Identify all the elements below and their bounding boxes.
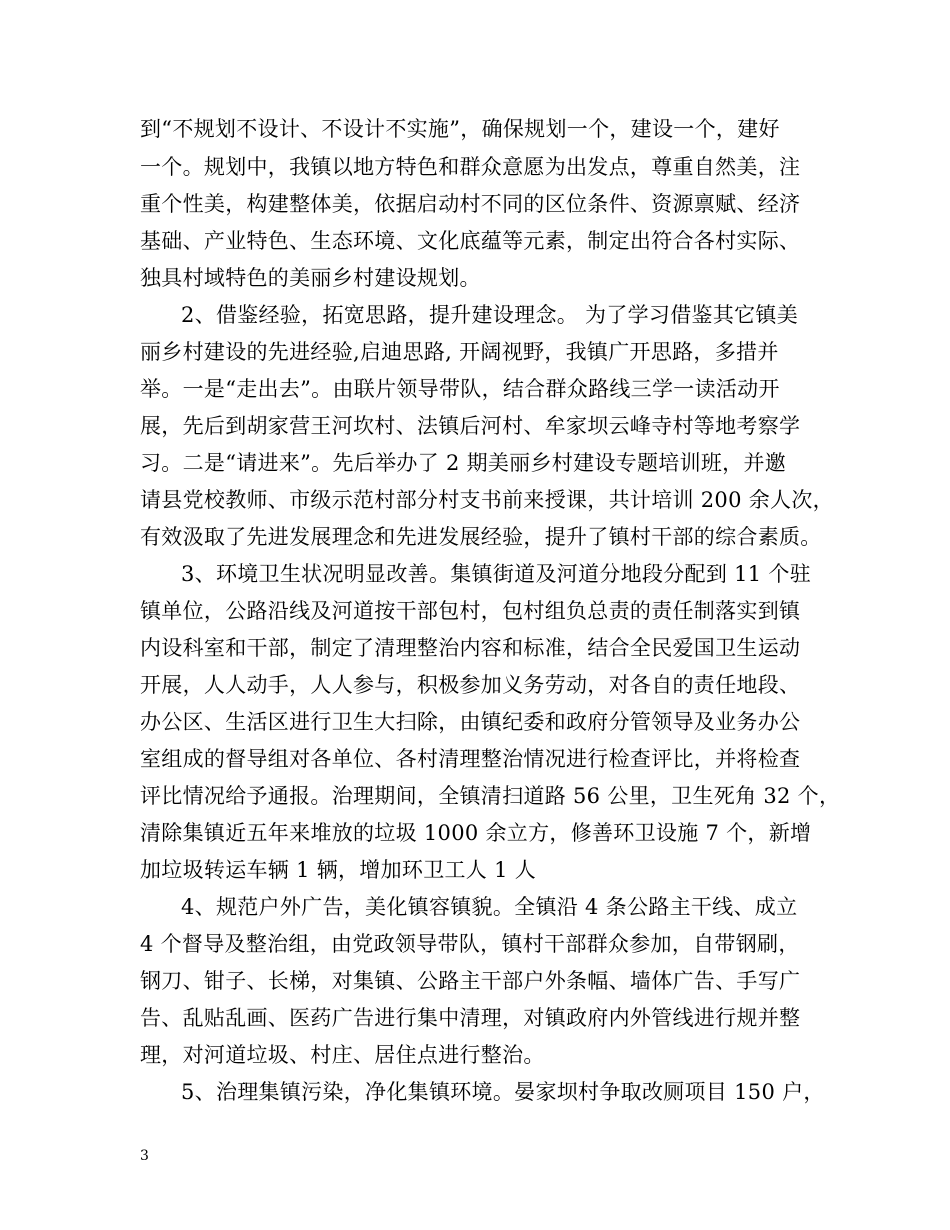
text-line: 独具村域特色的美丽乡村建设规划。 bbox=[140, 266, 481, 290]
text-line: 习。二是“请进来”。先后举办了 2 期美丽乡村建设专题培训班，并邀 bbox=[140, 451, 787, 475]
paragraph-first-line: 3、环境卫生状况明显改善。集镇街道及河道分地段分配到 11 个驻 bbox=[181, 562, 812, 586]
page-number: 3 bbox=[140, 1148, 149, 1164]
text-line: 镇单位，公路沿线及河道按干部包村，包村组负总责的责任制落实到镇 bbox=[140, 599, 801, 623]
text-line: 理，对河道垃圾、村庄、居住点进行整治。 bbox=[140, 1043, 545, 1067]
text-line: 开展，人人动手，人人参与，积极参加义务劳动，对各自的责任地段、 bbox=[140, 673, 801, 697]
text-line: 丽乡村建设的先进经验,启迪思路, 开阔视野，我镇广开思路，多措并 bbox=[140, 340, 779, 364]
text-line: 告、乱贴乱画、医药广告进行集中清理，对镇政府内外管线进行规并整 bbox=[140, 1006, 801, 1030]
text-line: 清除集镇近五年来堆放的垃圾 1000 余立方，修善环卫设施 7 个，新增 bbox=[140, 821, 812, 845]
text-line: 举。一是“走出去”。由联片领导带队，结合群众路线三学一读活动开 bbox=[140, 377, 780, 401]
text-line: 到“不规划不设计、不设计不实施”，确保规划一个，建设一个，建好 bbox=[140, 117, 780, 141]
text-line: 展，先后到胡家营王河坎村、法镇后河村、牟家坝云峰寺村等地考察学 bbox=[140, 414, 801, 438]
text-line: 钢刀、钳子、长梯，对集镇、公路主干部户外条幅、墙体广告、手写广 bbox=[140, 969, 801, 993]
text-line: 基础、产业特色、生态环境、文化底蕴等元素，制定出符合各村实际、 bbox=[140, 229, 801, 253]
text-line: 加垃圾转运车辆 1 辆，增加环卫工人 1 人 bbox=[140, 858, 537, 882]
text-line: 4 个督导及整治组，由党政领导带队，镇村干部群众参加，自带钢刷， bbox=[140, 932, 800, 956]
text-line: 请县党校教师、市级示范村部分村支书前来授课，共计培训 200 余人次， bbox=[140, 488, 834, 512]
text-line: 评比情况给予通报。治理期间，全镇清扫道路 56 公里，卫生死角 32 个， bbox=[140, 784, 841, 808]
text-line: 有效汲取了先进发展理念和先进发展经验，提升了镇村干部的综合素质。 bbox=[140, 525, 822, 549]
paragraph-first-line: 2、借鉴经验，拓宽思路，提升建设理念。 为了学习借鉴其它镇美 bbox=[181, 303, 799, 327]
paragraph-first-line: 5、治理集镇污染，净化集镇环境。晏家坝村争取改厕项目 150 户， bbox=[181, 1080, 825, 1104]
text-line: 内设科室和干部，制定了清理整治内容和标准，结合全民爱国卫生运动 bbox=[140, 636, 801, 660]
paragraph-first-line: 4、规范户外广告，美化镇容镇貌。全镇沿 4 条公路主干线、成立 bbox=[181, 895, 798, 919]
text-line: 一个。规划中，我镇以地方特色和群众意愿为出发点，尊重自然美，注 bbox=[140, 155, 801, 179]
text-line: 办公区、生活区进行卫生大扫除，由镇纪委和政府分管领导及业务办公 bbox=[140, 710, 801, 734]
text-line: 室组成的督导组对各单位、各村清理整治情况进行检查评比，并将检查 bbox=[140, 747, 801, 771]
text-line: 重个性美，构建整体美，依据启动村不同的区位条件、资源禀赋、经济 bbox=[140, 192, 801, 216]
